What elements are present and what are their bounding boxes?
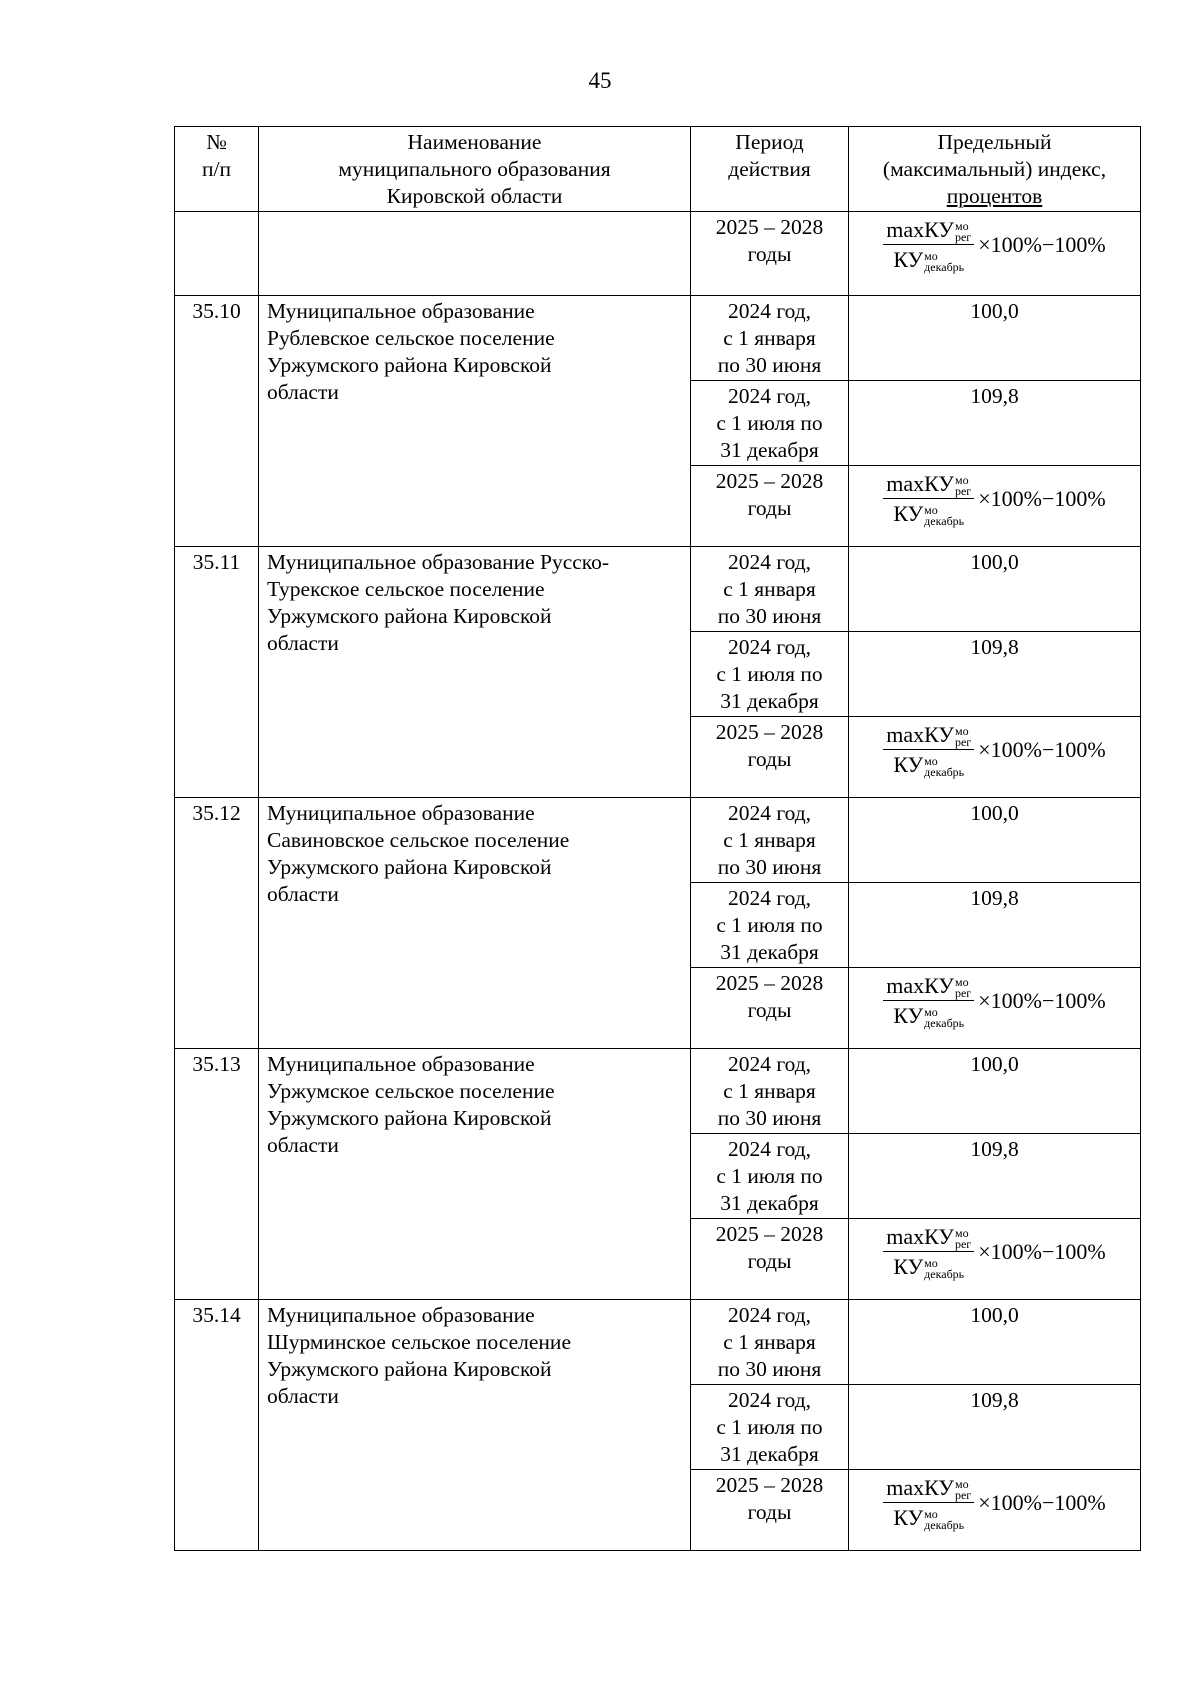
formula-numerator-sup: мо [954,1225,969,1240]
municipality-name-line: области [267,1384,339,1408]
period-line: 2024 год, [727,384,812,408]
formula-denominator-main: КУ [893,501,924,526]
municipality-name [259,547,691,798]
formula-denominator-sup: мо [924,753,938,768]
period-second-half [691,1134,849,1219]
period-line: с 1 января [723,326,816,350]
formula-fraction [883,972,974,1029]
header-name-line: Наименование [407,130,542,154]
period-line: 2024 год, [727,886,812,910]
period-line: с 1 января [723,1330,816,1354]
formula-numerator-main: maxКУ [886,217,954,242]
formula-denominator [890,750,967,778]
header-period-line: Период [735,130,804,154]
formula-denominator-sup: мо [924,1255,938,1270]
period-line: 2025 – 2028 [715,720,824,744]
formula-numerator-main: maxКУ [886,1475,954,1500]
period-line: 2025 – 2028 [715,1222,824,1246]
period-line: с 1 июля по [716,662,823,686]
formula-fraction [883,1474,974,1531]
municipality-name-line: Уржумского района Кировской [267,1357,552,1381]
period-line: годы [747,496,792,520]
formula-tail: ×100%−100% [978,737,1106,762]
period-line: 2024 год, [727,801,812,825]
index-formula [883,470,1105,527]
period-2025-2028 [691,1219,849,1300]
municipality-name-line: Муниципальное образование [267,299,535,323]
period-line: годы [747,747,792,771]
formula-numerator-sub: рег [954,985,972,1000]
header-name-line: Кировской области [386,184,563,208]
period-line: 2024 год, [727,1388,812,1412]
period-line: 31 декабря [720,940,819,964]
period-line: с 1 января [723,1079,816,1103]
index-formula [883,721,1105,778]
period-line: 2025 – 2028 [715,971,824,995]
period-line: с 1 января [723,577,816,601]
formula-numerator-sub: рег [954,734,972,749]
period-line: 2024 год, [727,1303,812,1327]
index-formula [883,1223,1105,1280]
index-formula [883,216,1105,273]
period-line: 2024 год, [727,550,812,574]
formula-denominator-main: КУ [893,247,924,272]
municipality-name-line: Уржумского района Кировской [267,1106,552,1130]
header-index [849,127,1141,212]
municipality-name-line: области [267,380,339,404]
period-2025-2028 [691,466,849,547]
period-line: по 30 июня [717,353,822,377]
municipality-name-line: Савиновское сельское поселение [267,828,570,852]
period-line: 31 декабря [720,1442,819,1466]
formula-numerator-sup: мо [954,974,969,989]
period-line: с 1 июля по [716,913,823,937]
formula-denominator-sub: декабрь [924,1266,965,1281]
municipality-name-line: Уржумского района Кировской [267,604,552,628]
municipality-name-line: области [267,882,339,906]
formula-denominator-main: КУ [893,1505,924,1530]
formula-numerator [883,470,974,499]
period-second-half [691,381,849,466]
formula-tail: ×100%−100% [978,486,1106,511]
formula-denominator [890,1252,967,1280]
index-formula [883,1474,1105,1531]
formula-denominator-sup: мо [924,1506,938,1521]
table-row [175,1049,1141,1134]
municipality-name-line: области [267,1133,339,1157]
formula-denominator [890,1001,967,1029]
formula-numerator-sup: мо [954,472,969,487]
period-line: годы [747,1249,792,1273]
row-number: 35.12 [175,798,259,1049]
continuation-row [175,212,1141,296]
table-row [175,1300,1141,1385]
formula-cell [849,466,1141,547]
index-formula [883,972,1105,1029]
period-line: 2024 год, [727,299,812,323]
municipality-name-line: Уржумского района Кировской [267,353,552,377]
period-line: 31 декабря [720,1191,819,1215]
municipality-name-line: Муниципальное образование [267,1303,535,1327]
index-first-half: 100,0 [849,1049,1141,1134]
formula-fraction [883,721,974,778]
formula-denominator-sub: декабрь [924,764,965,779]
formula-numerator-sub: рег [954,229,972,244]
index-second-half: 109,8 [849,381,1141,466]
formula-fraction [883,470,974,527]
formula-denominator-sup: мо [924,1004,938,1019]
formula-numerator [883,1223,974,1252]
period-first-half [691,1300,849,1385]
municipality-name-line: Рублевское сельское поселение [267,326,555,350]
formula-numerator [883,721,974,750]
municipality-name [259,798,691,1049]
period-line: 2025 – 2028 [715,1473,824,1497]
formula-denominator-main: КУ [893,1003,924,1028]
period-first-half [691,798,849,883]
index-second-half: 109,8 [849,1134,1141,1219]
formula-numerator-sup: мо [954,218,969,233]
formula-denominator [890,1503,967,1531]
header-number-line: № [206,130,227,154]
period-line: годы [747,1500,792,1524]
header-name [259,127,691,212]
municipality-name-line: Турекское сельское поселение [267,577,545,601]
formula-tail: ×100%−100% [978,988,1106,1013]
row-number: 35.13 [175,1049,259,1300]
period-line: по 30 июня [717,855,822,879]
period-line: с 1 июля по [716,1164,823,1188]
continuation-name-cell [259,212,691,296]
period-first-half [691,296,849,381]
period-line: годы [747,242,792,266]
formula-cell [849,212,1141,296]
formula-cell [849,717,1141,798]
tariff-index-table [174,126,1141,1551]
period-line: с 1 января [723,828,816,852]
period-line: по 30 июня [717,604,822,628]
formula-denominator-main: КУ [893,752,924,777]
period-line: с 1 июля по [716,411,823,435]
period-2025-2028 [691,717,849,798]
header-period-line: действия [728,157,811,181]
header-name-line: муниципального образования [338,157,611,181]
municipality-name [259,1300,691,1551]
municipality-name [259,1049,691,1300]
formula-numerator [883,1474,974,1503]
municipality-name-line: области [267,631,339,655]
formula-numerator-sub: рег [954,1487,972,1502]
formula-numerator-main: maxКУ [886,973,954,998]
row-number: 35.14 [175,1300,259,1551]
municipality-name-line: Шурминское сельское поселение [267,1330,571,1354]
municipality-name-line: Уржумского района Кировской [267,855,552,879]
period-line: 2025 – 2028 [715,469,824,493]
table-row [175,547,1141,632]
table-row [175,798,1141,883]
period-line: с 1 июля по [716,1415,823,1439]
period-first-half [691,1049,849,1134]
period-second-half [691,632,849,717]
index-second-half: 109,8 [849,632,1141,717]
period-line: 2024 год, [727,1137,812,1161]
period-line: по 30 июня [717,1357,822,1381]
municipality-name [259,296,691,547]
period-line: 2025 – 2028 [715,215,824,239]
row-number: 35.11 [175,547,259,798]
municipality-name-line: Муниципальное образование Русско- [267,550,610,574]
formula-denominator [890,499,967,527]
formula-tail: ×100%−100% [978,1490,1106,1515]
index-first-half: 100,0 [849,798,1141,883]
header-index-line: процентов [946,184,1043,208]
period-line: по 30 июня [717,1106,822,1130]
period-line: 2024 год, [727,1052,812,1076]
period-line: 31 декабря [720,689,819,713]
formula-cell [849,1219,1141,1300]
formula-numerator [883,216,974,245]
index-first-half: 100,0 [849,296,1141,381]
formula-denominator [890,245,967,273]
formula-cell [849,1470,1141,1551]
period-2025-2028 [691,1470,849,1551]
continuation-period-cell [691,212,849,296]
period-first-half [691,547,849,632]
period-line: 31 декабря [720,438,819,462]
municipality-name-line: Муниципальное образование [267,801,535,825]
formula-numerator-main: maxКУ [886,471,954,496]
page-number: 45 [588,68,612,93]
period-line: 2024 год, [727,635,812,659]
period-2025-2028 [691,968,849,1049]
header-index-line: (максимальный) индекс, [882,157,1107,181]
formula-numerator-sub: рег [954,483,972,498]
header-index-line: Предельный [937,130,1052,154]
header-number [175,127,259,212]
formula-numerator [883,972,974,1001]
index-first-half: 100,0 [849,1300,1141,1385]
municipality-name-line: Уржумское сельское поселение [267,1079,555,1103]
table-header-row [175,127,1141,212]
formula-numerator-main: maxКУ [886,722,954,747]
continuation-number-cell [175,212,259,296]
formula-denominator-sub: декабрь [924,1015,965,1030]
table-row [175,296,1141,381]
formula-denominator-sub: декабрь [924,259,965,274]
formula-denominator-sub: декабрь [924,1517,965,1532]
header-number-line: п/п [202,157,231,181]
period-second-half [691,1385,849,1470]
formula-numerator-sub: рег [954,1236,972,1251]
formula-numerator-main: maxКУ [886,1224,954,1249]
formula-denominator-sup: мо [924,248,938,263]
formula-tail: ×100%−100% [978,232,1106,257]
period-line: годы [747,998,792,1022]
formula-fraction [883,1223,974,1280]
formula-denominator-sup: мо [924,502,938,517]
row-number: 35.10 [175,296,259,547]
formula-denominator-sub: декабрь [924,513,965,528]
period-second-half [691,883,849,968]
formula-denominator-main: КУ [893,1254,924,1279]
formula-fraction [883,216,974,273]
index-second-half: 109,8 [849,883,1141,968]
formula-numerator-sup: мо [954,1476,969,1491]
index-first-half: 100,0 [849,547,1141,632]
municipality-name-line: Муниципальное образование [267,1052,535,1076]
index-second-half: 109,8 [849,1385,1141,1470]
formula-cell [849,968,1141,1049]
formula-numerator-sup: мо [954,723,969,738]
formula-tail: ×100%−100% [978,1239,1106,1264]
header-period [691,127,849,212]
